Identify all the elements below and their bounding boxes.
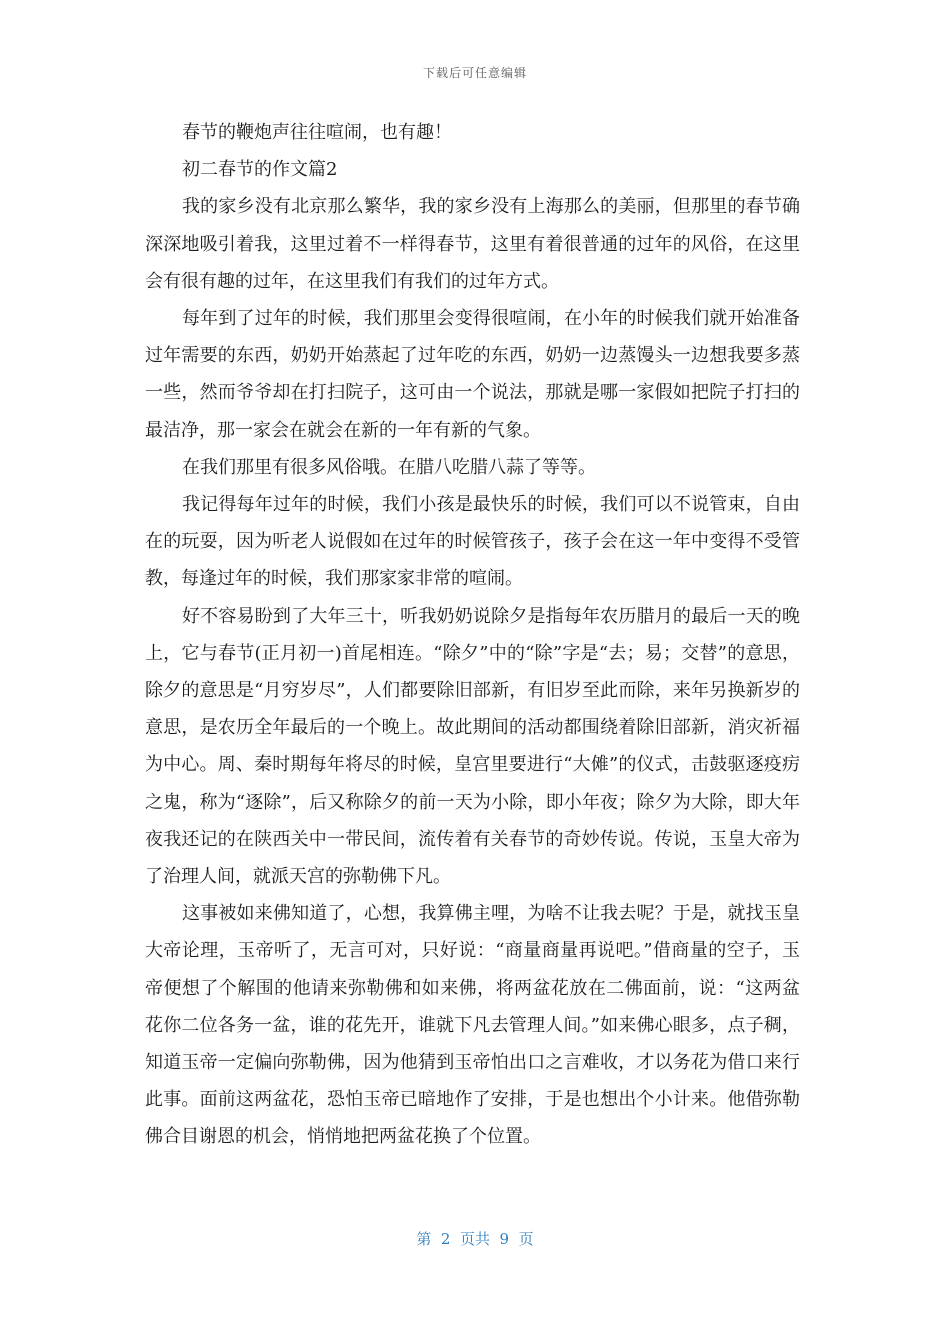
paragraph-customs: 在我们那里有很多风俗哦。在腊八吃腊八蒜了等等。 [182, 456, 596, 478]
paragraph-preparation: 每年到了过年的时候，我们那里会变得很喧闹，在小年的时候我们就开始准备过年需要的东西，奶奶开始蒸起了过年吃的东西，奶奶一边蒸馒头一边想我要多蒸一些，然而爷爷却在打扫院子，这可由一个说法，那就是哪一家假如把院子打扫的最洁净，那一家会在就会在新的一年有新的气象。 [145, 308, 800, 441]
page-header: 下载后可任意编辑 [422, 66, 527, 80]
paragraph-children: 我记得每年过年的时候，我们小孩是最快乐的时候，我们可以不说管束，自由在的玩耍，因为听老人说假如在过年的时候管孩子，孩子会在这一年中变得不受管教，每逢过年的时候，我们那家家非常的喧闹。 [145, 494, 800, 590]
paragraph-legend: 这事被如来佛知道了，心想，我算佛主哩，为啥不让我去呢？于是，就找玉皇大帝论理，玉帝听了，无言可对，只好说：“商量商量再说吧。”借商量的空子，玉帝便想了个解围的他请来弥勒佛和如来佛，将两盆花放在二佛面前，说：“这两盆花你二位各务一盆，谁的花先开，谁就下凡去管理人间。”如来佛心眼多，点子稠，知道玉帝一定偏向弥勒佛，因为他猜到玉帝怕出口之言难收，才以务花为借口来行此事。面前这两盆花，恐怕玉帝已暗地作了安排，于是也想出个小计来。他借弥勒佛合目谢恩的机会，悄悄地把两盆花换了个位置。 [145, 903, 800, 1148]
paragraph-firecrackers: 春节的鞭炮声往往喧闹，也有趣！ [182, 122, 452, 143]
paragraph-new-years-eve: 好不容易盼到了大年三十，听我奶奶说除夕是指每年农历腊月的最后一天的晚上，它与春节(正月初一)首尾相连。“除夕”中的“除”字是“去；易；交替”的意思，除夕的意思是“月穷岁尽”，人们都要除旧部新，有旧岁至此而除，来年另换新岁的意思，是农历全年最后的一个晚上。故此期间的活动都围绕着除旧部新，消灾祈福为中心。周、秦时期每年将尽的时候，皇宫里要进行“大傩”的仪式，击鼓驱逐疫疠之鬼，称为“逐除”，后又称除夕的前一天为小除，即小年夜；除夕为大除，即大年夜我还记的在陕西关中一带民间，流传着有关春节的奇妙传说。传说，玉皇大帝为了治理人间，就派天宫的弥勒佛下凡。 [145, 605, 800, 888]
page-number-footer: 第 2 页共 9 页 [416, 1230, 534, 1248]
paragraph-hometown: 我的家乡没有北京那么繁华，我的家乡没有上海那么的美丽，但那里的春节确深深地吸引着我，这里过着不一样得春节，这里有着很普通的过年的风俗，在这里会有很有趣的过年，在这里我们有我们的过年方式。 [145, 196, 800, 292]
essay-subtitle: 初二春节的作文篇2 [182, 159, 338, 181]
document-body [145, 114, 800, 1156]
